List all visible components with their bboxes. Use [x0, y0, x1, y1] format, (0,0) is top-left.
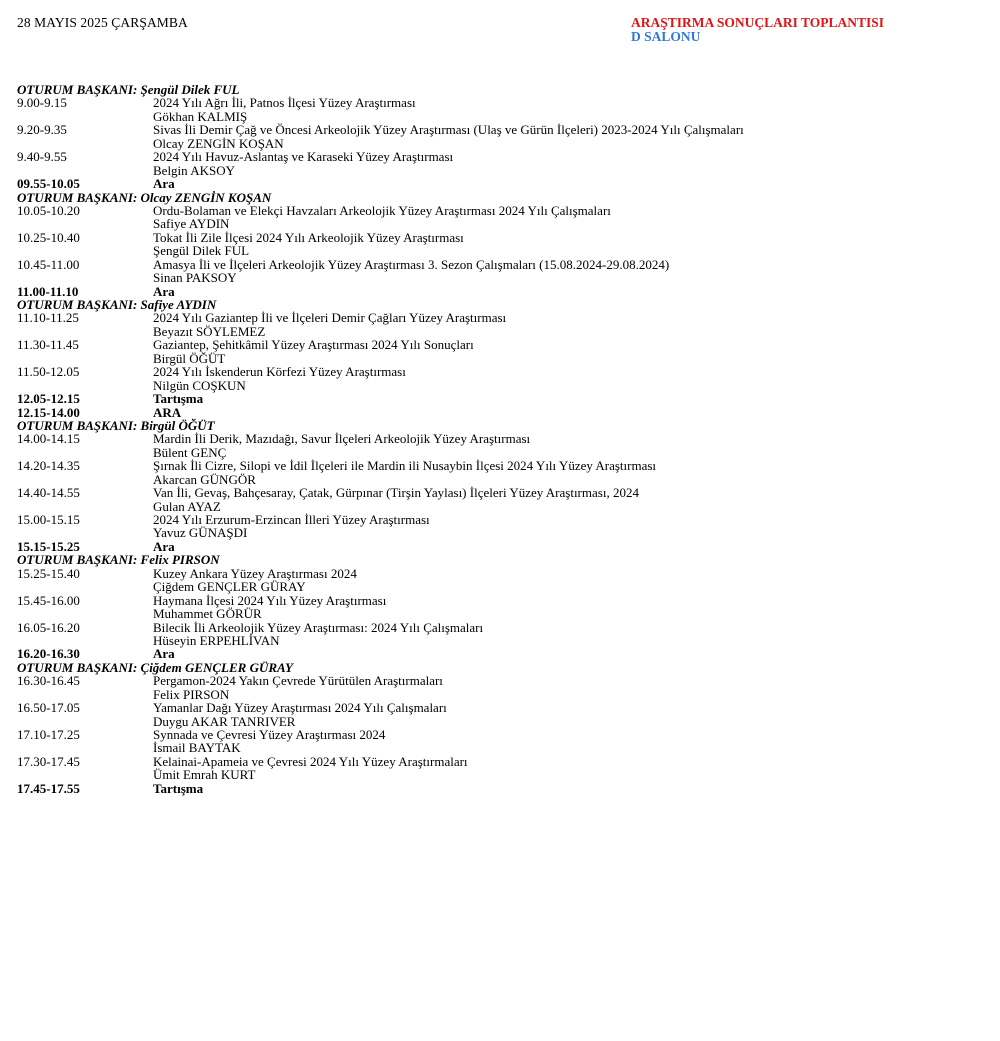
talk-title-row — [17, 594, 987, 607]
time-slot: 09.55-10.05 — [17, 176, 80, 192]
speaker-name: Hüseyin ERPEHLİVAN — [153, 632, 280, 648]
time-slot: 10.25-10.40 — [17, 229, 80, 245]
talk-title: Synnada ve Çevresi Yüzey Araştırması 2024 — [153, 727, 386, 742]
talk-title: 2024 Yılı Ağrı İli, Patnos İlçesi Yüzey Araştırması — [153, 95, 416, 111]
time-slot: 9.40-9.55 — [17, 149, 67, 165]
speaker-row — [17, 688, 987, 701]
speaker-row — [17, 217, 987, 230]
speaker-name: Muhammet GÖRÜR — [153, 606, 262, 622]
break-row — [17, 782, 987, 795]
speaker-row — [17, 137, 987, 150]
time-slot: 10.05-10.20 — [17, 202, 80, 218]
talk-title-row — [17, 486, 987, 499]
talk-title: 2024 Yılı Erzurum-Erzincan İlleri Yüzey Araştırması — [153, 512, 430, 527]
time-slot: 16.20-16.30 — [17, 646, 80, 662]
talk-title: Şırnak İli Cizre, Silopi ve İdil İlçeleri ile Mardin ili Nusaybin İlçesi 2024 Yılı Yüzey Araştırması — [153, 458, 657, 474]
talk-title-row — [17, 755, 987, 768]
time-slot: 9.20-9.35 — [17, 122, 67, 138]
time-slot: 17.30-17.45 — [17, 753, 80, 769]
talk-title-row — [17, 123, 987, 136]
break-label: Tartışma — [153, 780, 204, 796]
speaker-name: Çiğdem GENÇLER GÜRAY — [153, 579, 306, 595]
talk-title-row — [17, 567, 987, 580]
speaker-row — [17, 741, 987, 754]
speaker-row — [17, 244, 987, 257]
time-slot: 11.30-11.45 — [17, 337, 79, 353]
time-slot: 16.05-16.20 — [17, 619, 80, 635]
talk-title-row — [17, 258, 987, 271]
time-slot: 15.00-15.15 — [17, 512, 80, 527]
session-chair-row — [17, 83, 987, 96]
speaker-row — [17, 446, 987, 459]
speaker-row — [17, 715, 987, 728]
session-chair-row — [17, 419, 987, 432]
meeting-title: ARAŞTIRMA SONUÇLARI TOPLANTISI — [631, 15, 885, 30]
talk-title: Gaziantep, Şehitkâmil Yüzey Araştırması 2024 Yılı Sonuçları — [153, 337, 474, 353]
talk-title: Bilecik İli Arkeolojik Yüzey Araştırması: 2024 Yılı Çalışmaları — [153, 619, 484, 635]
time-slot: 10.45-11.00 — [17, 256, 80, 272]
talk-title: Kuzey Ankara Yüzey Araştırması 2024 — [153, 565, 357, 581]
break-row — [17, 540, 987, 553]
talk-title: Yamanlar Dağı Yüzey Araştırması 2024 Yılı Çalışmaları — [153, 700, 447, 716]
talk-title: Haymana İlçesi 2024 Yılı Yüzey Araştırması — [153, 592, 387, 608]
speaker-name: Gökhan KALMIŞ — [153, 108, 248, 124]
time-slot: 12.05-12.15 — [17, 391, 80, 407]
session-chair-row — [17, 553, 987, 566]
speaker-name: İsmail BAYTAK — [153, 740, 241, 756]
speaker-name: Şengül Dilek FUL — [153, 243, 250, 259]
time-slot: 11.00-11.10 — [17, 283, 79, 299]
time-slot: 9.00-9.15 — [17, 95, 67, 111]
speaker-name: Birgül ÖĞÜT — [153, 350, 226, 366]
speaker-row — [17, 110, 987, 123]
talk-title: Sivas İli Demir Çağ ve Öncesi Arkeolojik Yüzey Araştırması (Ulaş ve Gürün İlçeleri) 2023-2024 Yılı Çalışmaları — [153, 122, 744, 138]
time-slot: 11.10-11.25 — [17, 310, 79, 326]
break-label: ARA — [153, 404, 182, 420]
session-chair-row — [17, 298, 987, 311]
program-schedule — [17, 83, 987, 795]
time-slot: 14.00-14.15 — [17, 431, 80, 447]
speaker-row — [17, 634, 987, 647]
document-date: 28 MAYIS 2025 ÇARŞAMBA — [17, 15, 188, 30]
talk-title: Van İli, Gevaş, Bahçesaray, Çatak, Gürpınar (Tirşin Yaylası) İlçeleri Yüzey Araştırması, 2024 — [153, 485, 639, 501]
talk-title-row — [17, 513, 987, 526]
break-row — [17, 392, 987, 405]
speaker-row — [17, 325, 987, 338]
speaker-row — [17, 473, 987, 486]
time-slot: 12.15-14.00 — [17, 404, 80, 420]
session-chair-row — [17, 191, 987, 204]
talk-title: 2024 Yılı İskenderun Körfezi Yüzey Araştırması — [153, 364, 406, 380]
speaker-name: Belgin AKSOY — [153, 162, 235, 178]
time-slot: 14.20-14.35 — [17, 458, 80, 474]
talk-title: 2024 Yılı Gaziantep İli ve İlçeleri Demir Çağları Yüzey Araştırması — [153, 310, 507, 326]
speaker-row — [17, 379, 987, 392]
speaker-name: Sinan PAKSOY — [153, 270, 237, 286]
time-slot: 15.25-15.40 — [17, 565, 80, 581]
talk-title-row — [17, 674, 987, 687]
talk-title-row — [17, 231, 987, 244]
talk-title: Kelainai-Apameia ve Çevresi 2024 Yılı Yüzey Araştırmaları — [153, 753, 468, 769]
break-row — [17, 647, 987, 660]
talk-title: Amasya İli ve İlçeleri Arkeolojik Yüzey Araştırması 3. Sezon Çalışmaları (15.08.2024-29.08.2024) — [153, 256, 670, 272]
talk-title: Mardin İli Derik, Mazıdağı, Savur İlçeleri Arkeolojik Yüzey Araştırması — [153, 431, 531, 447]
speaker-row — [17, 580, 987, 593]
speaker-name: Bülent GENÇ — [153, 444, 227, 460]
time-slot: 14.40-14.55 — [17, 485, 80, 501]
talk-title: 2024 Yılı Havuz-Aslantaş ve Karaseki Yüzey Araştırması — [153, 149, 454, 165]
talk-title-row — [17, 365, 987, 378]
break-row — [17, 285, 987, 298]
break-label: Ara — [153, 176, 175, 192]
speaker-row — [17, 768, 987, 781]
talk-title-row — [17, 150, 987, 163]
time-slot: 11.50-12.05 — [17, 364, 80, 380]
session-chair: OTURUM BAŞKANI: Felix PIRSON — [17, 552, 220, 568]
speaker-name: Olcay ZENGİN KOŞAN — [153, 135, 284, 151]
talk-title-row — [17, 621, 987, 634]
time-slot: 17.45-17.55 — [17, 780, 80, 796]
speaker-row — [17, 352, 987, 365]
speaker-row — [17, 607, 987, 620]
time-slot: 17.10-17.25 — [17, 727, 80, 742]
talk-title-row — [17, 728, 987, 741]
talk-title: Ordu-Bolaman ve Elekçi Havzaları Arkeolojik Yüzey Araştırması 2024 Yılı Çalışmaları — [153, 202, 611, 218]
talk-title-row — [17, 204, 987, 217]
time-slot: 15.15-15.25 — [17, 538, 80, 554]
speaker-row — [17, 164, 987, 177]
speaker-row — [17, 500, 987, 513]
speaker-row — [17, 526, 987, 539]
speaker-name: Duygu AKAR TANRIVER — [153, 713, 296, 729]
session-chair: OTURUM BAŞKANI: Birgül ÖĞÜT — [17, 417, 215, 433]
talk-title-row — [17, 311, 987, 324]
break-row — [17, 177, 987, 190]
break-label: Ara — [153, 646, 175, 662]
speaker-name: Beyazıt SÖYLEMEZ — [153, 323, 266, 339]
speaker-name: Gulan AYAZ — [153, 498, 221, 514]
speaker-name: Yavuz GÜNAŞDI — [153, 525, 248, 541]
hall-name: D SALONU — [631, 29, 701, 44]
speaker-name: Nilgün COŞKUN — [153, 377, 246, 393]
break-label: Tartışma — [153, 391, 204, 407]
talk-title-row — [17, 701, 987, 714]
time-slot: 16.30-16.45 — [17, 673, 80, 689]
talk-title-row — [17, 338, 987, 351]
session-chair: OTURUM BAŞKANI: Çiğdem GENÇLER GÜRAY — [17, 659, 293, 675]
session-chair: OTURUM BAŞKANI: Şengül Dilek FUL — [17, 82, 240, 97]
speaker-name: Safiye AYDIN — [153, 216, 230, 232]
session-chair: OTURUM BAŞKANI: Safiye AYDIN — [17, 297, 217, 312]
time-slot: 16.50-17.05 — [17, 700, 80, 716]
break-label: Ara — [153, 538, 175, 554]
talk-title-row — [17, 96, 987, 109]
speaker-name: Ümit Emrah KURT — [153, 767, 256, 783]
speaker-name: Akarcan GÜNGÖR — [153, 471, 256, 487]
talk-title: Tokat İli Zile İlçesi 2024 Yılı Arkeolojik Yüzey Araştırması — [153, 229, 464, 245]
session-chair-row — [17, 661, 987, 674]
time-slot: 15.45-16.00 — [17, 592, 80, 608]
talk-title-row — [17, 432, 987, 445]
break-row — [17, 406, 987, 419]
session-chair: OTURUM BAŞKANI: Olcay ZENGİN KOŞAN — [17, 189, 272, 205]
speaker-name: Felix PIRSON — [153, 686, 230, 702]
talk-title-row — [17, 459, 987, 472]
talk-title: Pergamon-2024 Yakın Çevrede Yürütülen Araştırmaları — [153, 673, 443, 689]
break-label: Ara — [153, 283, 175, 299]
speaker-row — [17, 271, 987, 284]
header-block — [631, 16, 884, 44]
